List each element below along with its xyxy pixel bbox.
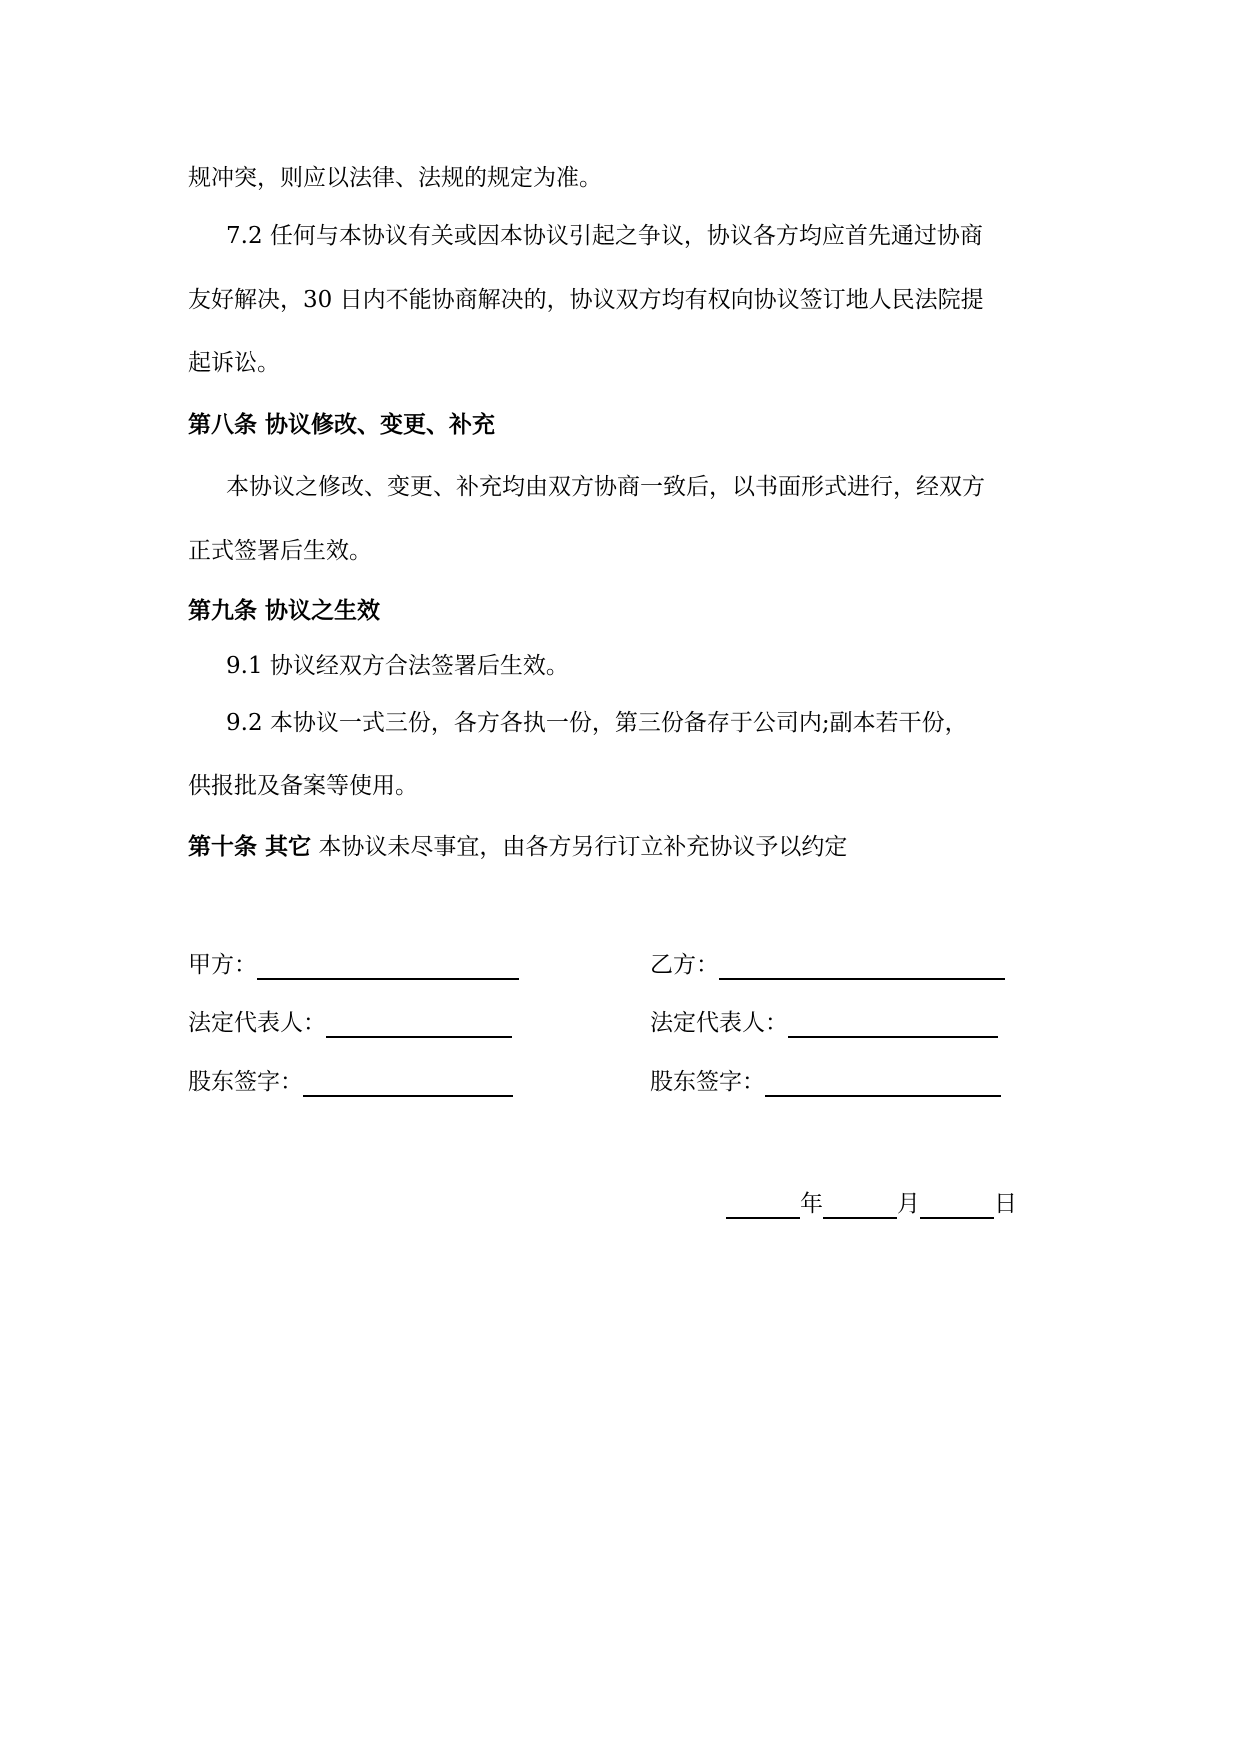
article-8-heading: 第八条 协议修改、变更、补充 [188, 412, 496, 438]
party-b-label: 乙方： [650, 952, 719, 978]
party-a-signature-line[interactable] [257, 954, 519, 980]
legal-rep-a-label: 法定代表人： [188, 1010, 326, 1036]
party-a-row [188, 950, 519, 980]
legal-rep-a-row [188, 1008, 512, 1038]
article-10-heading: 第十条 其它 [188, 834, 312, 860]
shareholder-b-label: 股东签字： [650, 1069, 765, 1095]
party-b-signature-line[interactable] [719, 954, 1005, 980]
legal-rep-b-signature-line[interactable] [788, 1012, 998, 1038]
article-10-text: 本协议未尽事宜，由各方另行订立补充协议予以约定 [311, 834, 848, 860]
shareholder-a-label: 股东签字： [188, 1069, 303, 1095]
article-8-line-2: 正式签署后生效。 [188, 538, 372, 564]
article-10 [188, 832, 847, 862]
clause-9-2-line-2: 供报批及备案等使用。 [188, 773, 418, 799]
party-a-label: 甲方： [188, 952, 257, 978]
clause-7-2-line-2: 友好解决，30 日内不能协商解决的，协议双方均有权向协议签订地人民法院提 [188, 287, 984, 313]
shareholder-b-signature-line[interactable] [765, 1071, 1001, 1097]
shareholder-b-row [650, 1067, 1001, 1097]
month-blank[interactable] [823, 1193, 897, 1219]
paragraph-line: 规冲突，则应以法律、法规的规定为准。 [188, 165, 602, 191]
article-9-heading: 第九条 协议之生效 [188, 598, 381, 624]
shareholder-a-row [188, 1067, 513, 1097]
clause-9-2-line-1: 9.2 本协议一式三份，各方各执一份，第三份备存于公司内;副本若干份， [226, 710, 968, 736]
day-label: 日 [994, 1191, 1017, 1217]
party-b-row [650, 950, 1005, 980]
clause-9-1: 9.1 协议经双方合法签署后生效。 [226, 653, 569, 679]
article-8-line-1: 本协议之修改、变更、补充均由双方协商一致后，以书面形式进行，经双方 [226, 474, 985, 500]
legal-rep-b-row [650, 1008, 998, 1038]
month-label: 月 [897, 1191, 920, 1217]
year-label: 年 [800, 1191, 823, 1217]
legal-rep-a-signature-line[interactable] [326, 1012, 512, 1038]
day-blank[interactable] [920, 1193, 994, 1219]
year-blank[interactable] [726, 1193, 800, 1219]
shareholder-a-signature-line[interactable] [303, 1071, 513, 1097]
legal-rep-b-label: 法定代表人： [650, 1010, 788, 1036]
date-row [726, 1189, 1017, 1219]
clause-7-2-line-3: 起诉讼。 [188, 350, 280, 376]
clause-7-2-line-1: 7.2 任何与本协议有关或因本协议引起之争议，协议各方均应首先通过协商 [226, 223, 983, 249]
